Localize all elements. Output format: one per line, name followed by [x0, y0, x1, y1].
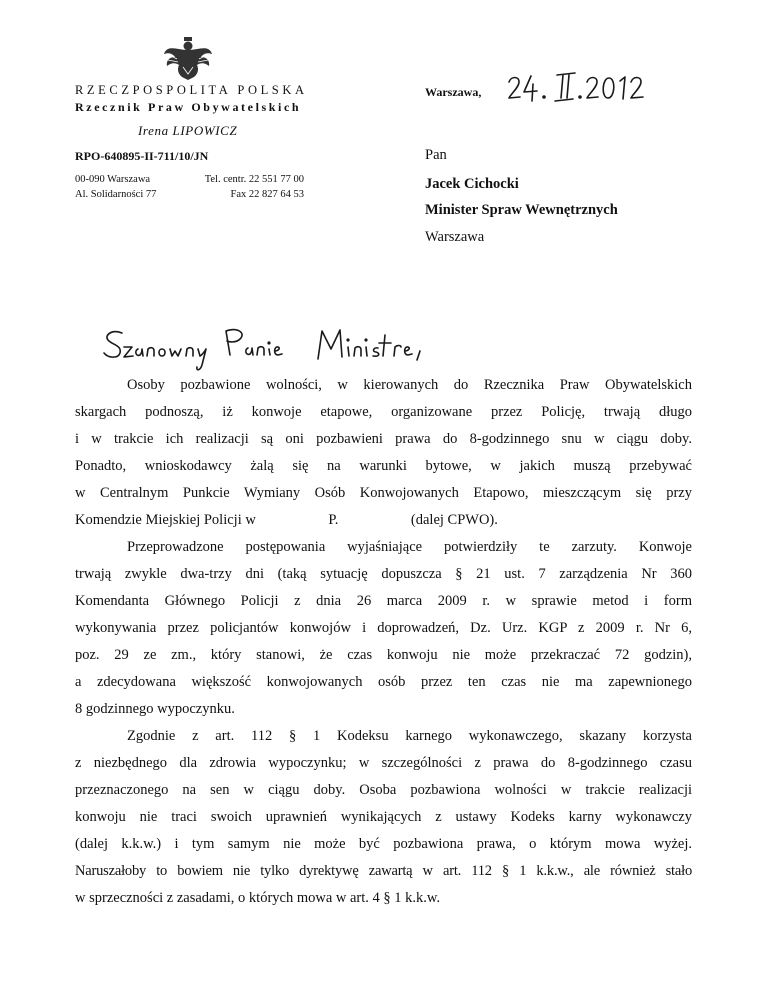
text-line: konwoju nie traci swoich uprawnień wynikających z ustawy Kodeks karny wykonawczy	[75, 809, 692, 825]
text-line: w sprzeczności z zasadami, o których mowa w art. 4 § 1 k.k.w.	[75, 890, 441, 906]
text-line: 8 godzinnego wypoczynku.	[75, 701, 235, 717]
address-line-1: 00-090 Warszawa	[75, 174, 151, 185]
handwritten-date	[507, 70, 657, 106]
recipient-name: Jacek Cichocki	[425, 176, 519, 192]
sender-address	[75, 172, 156, 202]
text-line: (dalej k.k.w.) i tym samym nie może być pozbawiona prawa, o którym mowa wyżej.	[75, 836, 692, 852]
text-line: Ponadto, wnioskodawcy żalą się na warunki bytowe, w jakich muszą przebywać	[75, 458, 692, 474]
recipient-salutation: Pan	[425, 147, 447, 163]
institution-name: RZECZPOSPOLITA POLSKA	[75, 83, 308, 97]
fax-number: Fax 22 827 64 53	[230, 189, 304, 200]
phone-number: Tel. centr. 22 551 77 00	[204, 174, 304, 185]
text-line: wykonywania przez policjantów konwojów i doprowadzeń, Dz. Urz. KGP z 2009 r. Nr 6,	[75, 620, 692, 636]
text-line: Komendzie Miejskiej Policji w P. (dalej CPWO).	[75, 512, 498, 528]
text-line: Osoby pozbawione wolności, w kierowanych do Rzecznika Praw Obywatelskich	[127, 377, 692, 393]
text-line: trwają zwykle dwa-trzy dni (taką sytuację dopuszcza § 21 ust. 7 zarządzenia Nr 360	[75, 566, 692, 582]
text-line: poz. 29 ze zm., który stanowi, że czas konwoju nie może przekraczać 72 godzin),	[75, 647, 692, 663]
text-line: Komendanta Głównego Policji z dnia 26 marca 2009 r. w sprawie metod i form	[75, 593, 692, 609]
text-line: skargach podnoszą, iż konwoje etapowe, organizowane przez Policję, trwają długo	[75, 404, 692, 420]
letter-city: Warszawa,	[425, 85, 482, 99]
recipient-city: Warszawa	[425, 229, 485, 245]
text-line: Naruszałoby to bowiem nie tylko dyrektywę zawartą w art. 112 § 1 k.k.w., ale również stało	[75, 863, 692, 879]
paragraph-2	[75, 534, 692, 723]
reference-number: RPO-640895-II-711/10/JN	[75, 149, 209, 163]
recipient-position: Minister Spraw Wewnętrznych	[425, 202, 618, 218]
polish-eagle-emblem-icon	[163, 36, 213, 82]
paragraph-3	[75, 723, 692, 912]
text-line: w Centralnym Punkcie Wymiany Osób Konwojowanych Etapowo, mieszczącym się przy	[75, 485, 692, 501]
text-line: a zdecydowana większość konwojowanych osób przez ten czas nie ma zapewnionego	[75, 674, 692, 690]
official-name: Irena LIPOWICZ	[138, 123, 238, 138]
institution-subname: Rzecznik Praw Obywatelskich	[75, 100, 302, 114]
text-line: z niezbędnego dla zdrowia wypoczynku; w szczególności z prawa do 8-godzinnego czasu	[75, 755, 692, 771]
text-line: Zgodnie z art. 112 § 1 Kodeksu karnego wykonawczego, skazany korzysta	[127, 728, 692, 744]
text-line: przeznaczonego na sen w ciągu doby. Osoba pozbawiona wolności w trakcie realizacji	[75, 782, 692, 798]
text-line: Przeprowadzone postępowania wyjaśniające potwierdziły te zarzuty. Konwoje	[127, 539, 692, 555]
handwritten-salutation	[102, 325, 442, 377]
sender-contact	[196, 172, 304, 202]
address-line-2: Al. Solidarności 77	[75, 189, 157, 200]
text-line: i w trakcie ich realizacji są oni pozbawieni prawa do 8-godzinnego snu w ciągu doby.	[75, 431, 692, 447]
paragraph-1	[75, 372, 692, 534]
